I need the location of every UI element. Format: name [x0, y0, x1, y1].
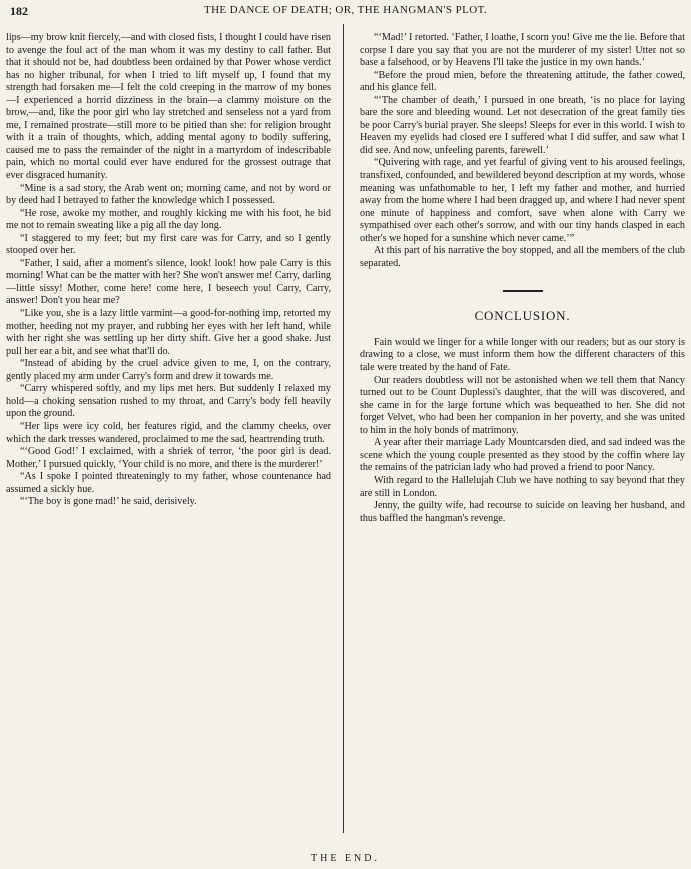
paragraph: “Like you, she is a lazy little varmint—a good-for-nothing imp, retorted my mother, heeding not my prayer, and rubbing her eyes with her left hand, while with her right she was settling up her dirty shift. Give her a good shake. Just pull her ear a bit, and see what that'll do.: [6, 308, 331, 357]
the-end-footer: THE END.: [311, 853, 380, 864]
paragraph: Fain would we linger for a while longer with our readers; but as our story is drawing to a close, we must inform them how the different characters of this tale were treated by the hand of Fate.: [360, 336, 685, 374]
paragraph: “Father, I said, after a moment's silence, look! look! how pale Carry is this morning! What can be the matter with her? She won't answer me! Carry, darling—little sissy! Mother, come here! come here, I beseech you! Carry, Carry, answer! Don't you hear me?: [6, 257, 331, 307]
conclusion-heading: CONCLUSION.: [474, 308, 571, 324]
paragraph: “‘The boy is gone mad!’ he said, derisively.: [20, 496, 197, 508]
paragraph: “‘Good God!’ I exclaimed, with a shriek of terror, ‘the poor girl is dead. Mother,’ I pursued quickly, ‘Your child is no more, and there is the murderer!’: [6, 446, 331, 470]
running-title: THE DANCE OF DEATH; OR, THE HANGMAN'S PLOT.: [203, 4, 488, 16]
column-divider: [343, 24, 344, 833]
paragraph: “As I spoke I pointed threateningly to my father, whose countenance had assumed a sickly hue.: [6, 471, 331, 495]
paragraph: Our readers doubtless will not be astonished when we tell them that Nancy turned out to be Count Duplessi's daughter, that the will was discovered, and she came in for the large fortune which was bequeathed to her. She did not forget Velvet, who had been her companion in her poverty, and she was united to him in the holy bonds of matrimony.: [360, 374, 685, 436]
left-column: [6, 32, 331, 840]
paragraph: “Carry whispered softly, and my lips met hers. But suddenly I relaxed my hold—a choking sensation rushed to my throat, and Carry's body fell heavily upon the ground.: [6, 383, 331, 420]
paragraph: “He rose, awoke my mother, and roughly kicking me with his foot, he bid me not to remain sweating like a pig all the day long.: [6, 207, 331, 232]
paragraph: “Quivering with rage, and yet fearful of giving vent to his aroused feelings, transfixed, confounded, and bewildered beyond description at my words, whose meaning was unfathomable to her, I left my father and mother, and hurried away from the home where I had been dragged up, and where I had never spent one minute of happiness and comfort, save when alone with Carry we sympathised over each other's sorrow, and with our tiny hands clasped in each other's we hoped for a sunshine which never came.’”: [360, 157, 685, 244]
paragraph: “‘The chamber of death,’ I pursued in one breath, ‘is no place for laying bare the sore and bleeding wound. Let not desecration of the great family ties be poor Carry's burial prayer. She sleeps! Sleeps for ever in this world. I wish to Heaven my eyelids had closed ere I suffered what I did suffer, and saw what I did see. And now, unfeeling parents, farewell.’: [360, 94, 685, 156]
paragraph: “‘Mad!’ I retorted. ‘Father, I loathe, I scorn you! Give me the lie. Before that corpse I dare you say that you are not the murderer of my sister! Utter not so base a falsehood, or by Heavens I'll take the justice in my own hands.’: [360, 32, 685, 69]
page-number: 182: [10, 4, 28, 18]
paragraph: Jenny, the guilty wife, had recourse to suicide on leaving her husband, and thus baffled the hangman's revenge.: [360, 500, 685, 524]
right-column: [360, 32, 685, 840]
page-header: [8, 4, 683, 22]
paragraph: “Her lips were icy cold, her features rigid, and the clammy cheeks, over which the dark tresses wandered, proclaimed to me the sad, heartrending truth.: [6, 420, 331, 445]
paragraph: lips—my brow knit fiercely,—and with closed fists, I thought I could have risen to avenge the foul act of the man whom it was my destiny to call father. But that it should not be, had doubtless been ordained by that Power whose verdict has no higher tribunal, for when I tried to lift myself up, I found that my strength had forsaken me—I felt the cold creeping in the marrow of my bones—I experienced a horrid dizziness in the brain—a clammy moisture on the brow,—and, like the poor girl who lay stretched and senseless not a yard from me, I remained prostrate—still more to be pitied than she: for religion brought with it a train of thoughts, which, adding mental agony to bodily suffering, caused me to pass the remainder of the night in a martyrdom of indescribable pain, which no mortal could ever have endured for the grossest outrage that ever disgraced humanity.: [6, 32, 331, 182]
paragraph: “Before the proud mien, before the threatening attitude, the father cowed, and his glance fell.: [360, 69, 685, 94]
section-separator: [503, 290, 543, 292]
paragraph: At this part of his narrative the boy stopped, and all the members of the club separated.: [360, 245, 685, 269]
paragraph: “Mine is a sad story, the Arab went on; morning came, and not by word or by deed had I betrayed to father the knowledge which I possessed.: [6, 182, 331, 207]
paragraph: With regard to the Hallelujah Club we have nothing to say beyond that they are still in London.: [360, 474, 685, 499]
paragraph: A year after their marriage Lady Mountcarsden died, and sad indeed was the scene which the young couple presented as they stood by the coffin where lay the remains of the patrician lady who had proved a friend to poor Nancy.: [360, 437, 685, 474]
paragraph: “Instead of abiding by the cruel advice given to me, I, on the contrary, gently placed my arm under Carry's form and drew it towards me.: [6, 358, 331, 382]
paragraph: “I staggered to my feet; but my first care was for Carry, and so I gently stooped over her.: [6, 232, 331, 257]
